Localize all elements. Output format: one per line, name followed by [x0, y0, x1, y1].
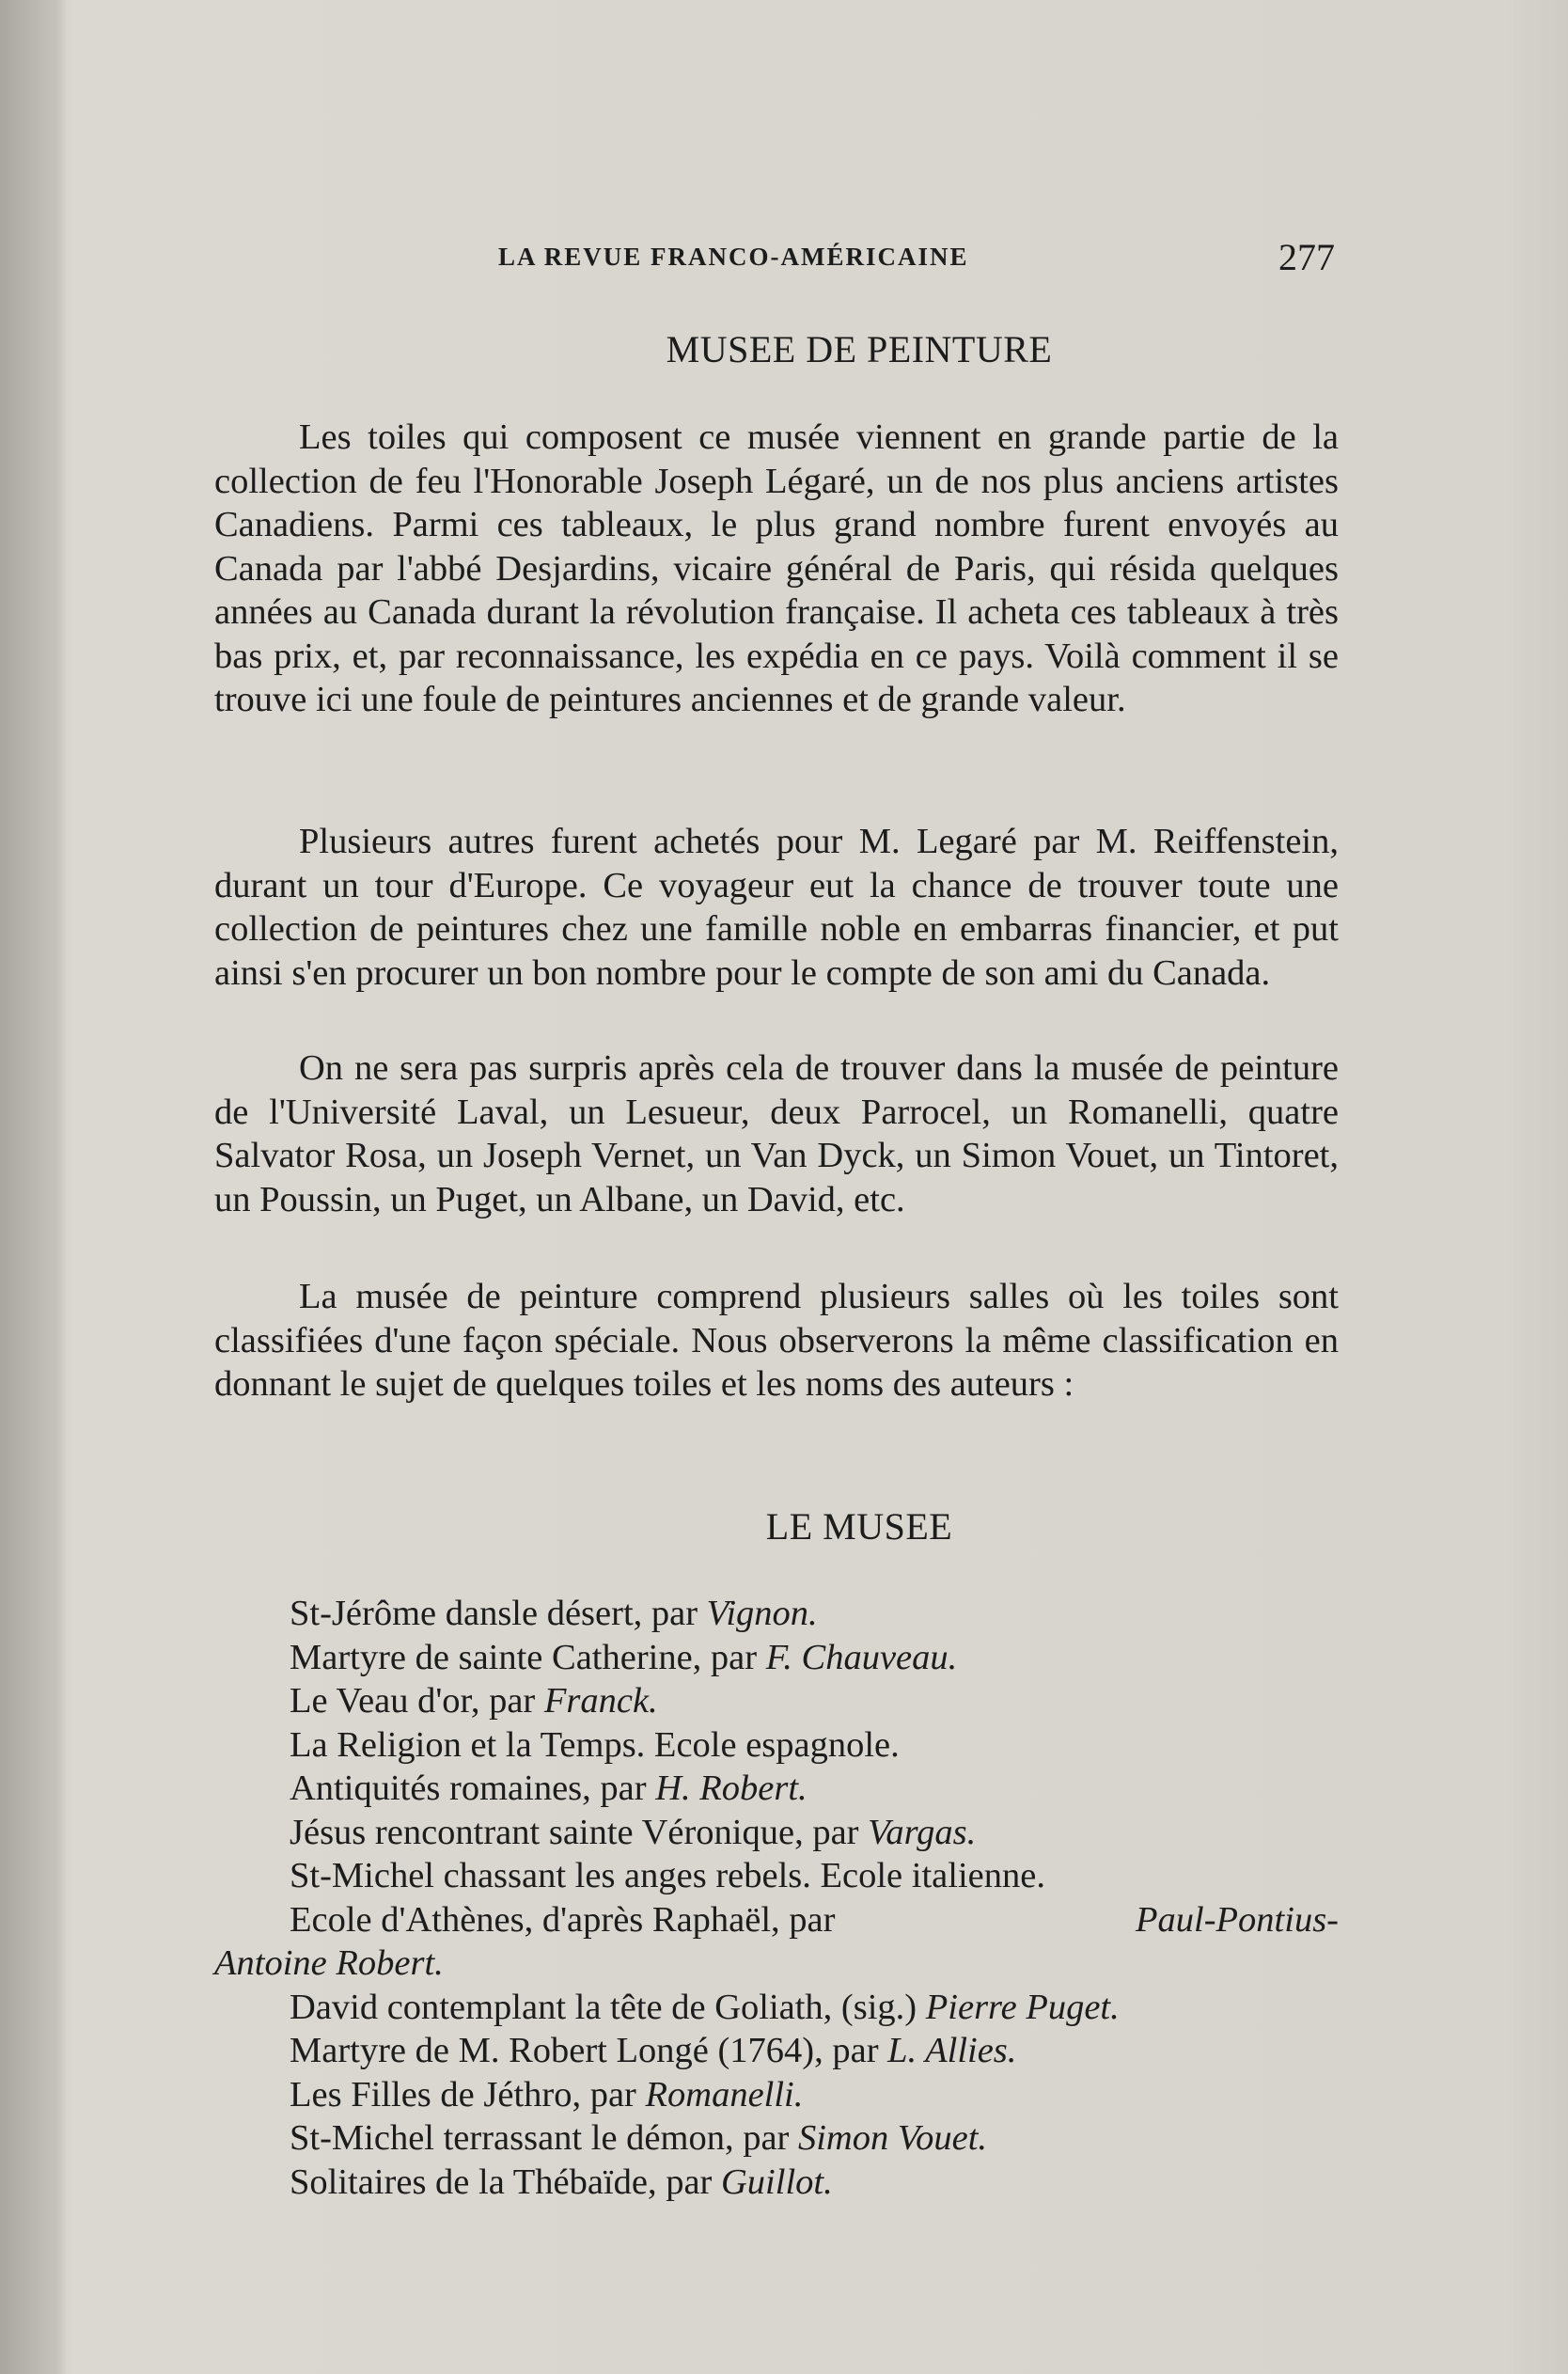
painting-author: L. Allies. [887, 2031, 1017, 2070]
painting-author: Paul-Pontius- [1136, 1899, 1339, 1940]
list-item [214, 2161, 1339, 2205]
running-head: LA REVUE FRANCO-AMÉRICAINE [498, 243, 969, 271]
paragraph-1: Les toiles qui composent ce musée viennent en grande partie de la collection de feu l'Honorable Joseph Légaré, un de nos plus anciens artistes Canadiens. Parmi ces tableaux, le plus grand nombre furent envoyés au Canada par l'abbé Desjardins, vicaire général de Paris, qui résida quelques années au Canada durant la révolution française. Il acheta ces tableaux à très bas prix, et, par reconnaissance, les expédia en ce pays. Voilà comment il se trouve ici une foule de peintures anciennes et de grande valeur. [214, 417, 1339, 719]
list-item [214, 1854, 1339, 1898]
list-item [214, 2116, 1339, 2161]
painting-author-continued: Antoine Robert. [214, 1943, 444, 1983]
page-number: 277 [1278, 236, 1335, 278]
painting-subject: Jésus rencontrant sainte Véronique, par [290, 1812, 869, 1852]
painting-subject: Les Filles de Jéthro, par [290, 2074, 646, 2115]
list-item [214, 1811, 1339, 1855]
list-item [214, 1592, 1339, 1636]
list-item [214, 1723, 1339, 1768]
painting-subject: St-Michel terrassant le démon, par [290, 2118, 798, 2158]
painting-subject: St-Jérôme dansle désert, par [290, 1594, 707, 1633]
list-item [214, 1767, 1339, 1811]
painting-subject: Martyre de sainte Catherine, par [290, 1637, 766, 1677]
paragraph-2: Plusieurs autres furent achetés pour M. Legaré par M. Reiffenstein, durant un tour d'Europe. Ce voyageur eut la chance de trouver toute une collection de peintures chez une famille noble en embarras financier, et put ainsi s'en procurer un bon nombre pour le compte de son ami du Canada. [214, 822, 1339, 993]
painting-subject: David contemplant la tête de Goliath, (sig.) [290, 1987, 926, 2027]
painting-subject: La Religion et la Temps. Ecole espagnole. [290, 1724, 900, 1765]
list-item [214, 1679, 1339, 1723]
painting-subject: St-Michel chassant les anges rebels. Ecole italienne. [290, 1856, 1045, 1895]
paragraph-4: La musée de peinture comprend plusieurs salles où les toiles sont classifiées d'une façon spéciale. Nous observerons la même classification en donnant le sujet de quelques toiles et les noms des auteurs : [214, 1277, 1339, 1404]
painting-subject: Antiquités romaines, par [290, 1769, 656, 1808]
paragraph-3: On ne sera pas surpris après cela de trouver dans la musée de peinture de l'Université Laval, un Lesueur, deux Parrocel, un Romanelli, quatre Salvator Rosa, un Joseph Vernet, un Van Dyck, un Simon Vouet, un Tintoret, un Poussin, un Puget, un Albane, un David, etc. [214, 1048, 1339, 1219]
painting-author: Franck. [543, 1681, 658, 1721]
list-item [214, 2073, 1339, 2117]
painting-author: H. Robert. [655, 1769, 808, 1808]
section-title-musee-de-peinture: MUSEE DE PEINTURE [666, 328, 1053, 370]
painting-author: Vargas. [868, 1812, 977, 1852]
list-item [214, 1986, 1339, 2030]
painting-author: Guillot. [721, 2162, 833, 2202]
painting-subject: Martyre de M. Robert Longé (1764), par [290, 2031, 888, 2070]
page-header [498, 235, 1344, 278]
painting-author: F. Chauveau. [765, 1637, 958, 1677]
painting-author: Simon Vouet. [797, 2118, 988, 2158]
list-item [214, 1898, 1339, 1986]
painting-subject: Le Veau d'or, par [290, 1681, 544, 1721]
painting-author: Romanelli. [645, 2074, 804, 2115]
painting-author: Pierre Puget. [925, 1987, 1120, 2027]
list-item [214, 1636, 1339, 1680]
painting-list [214, 1592, 1339, 2204]
list-item [214, 2029, 1339, 2073]
painting-subject: Ecole d'Athènes, d'après Raphaël, par [290, 1899, 836, 1940]
painting-author: Vignon. [706, 1594, 818, 1633]
section-title-le-musee: LE MUSEE [765, 1505, 953, 1548]
painting-subject: Solitaires de la Thébaïde, par [290, 2162, 721, 2202]
